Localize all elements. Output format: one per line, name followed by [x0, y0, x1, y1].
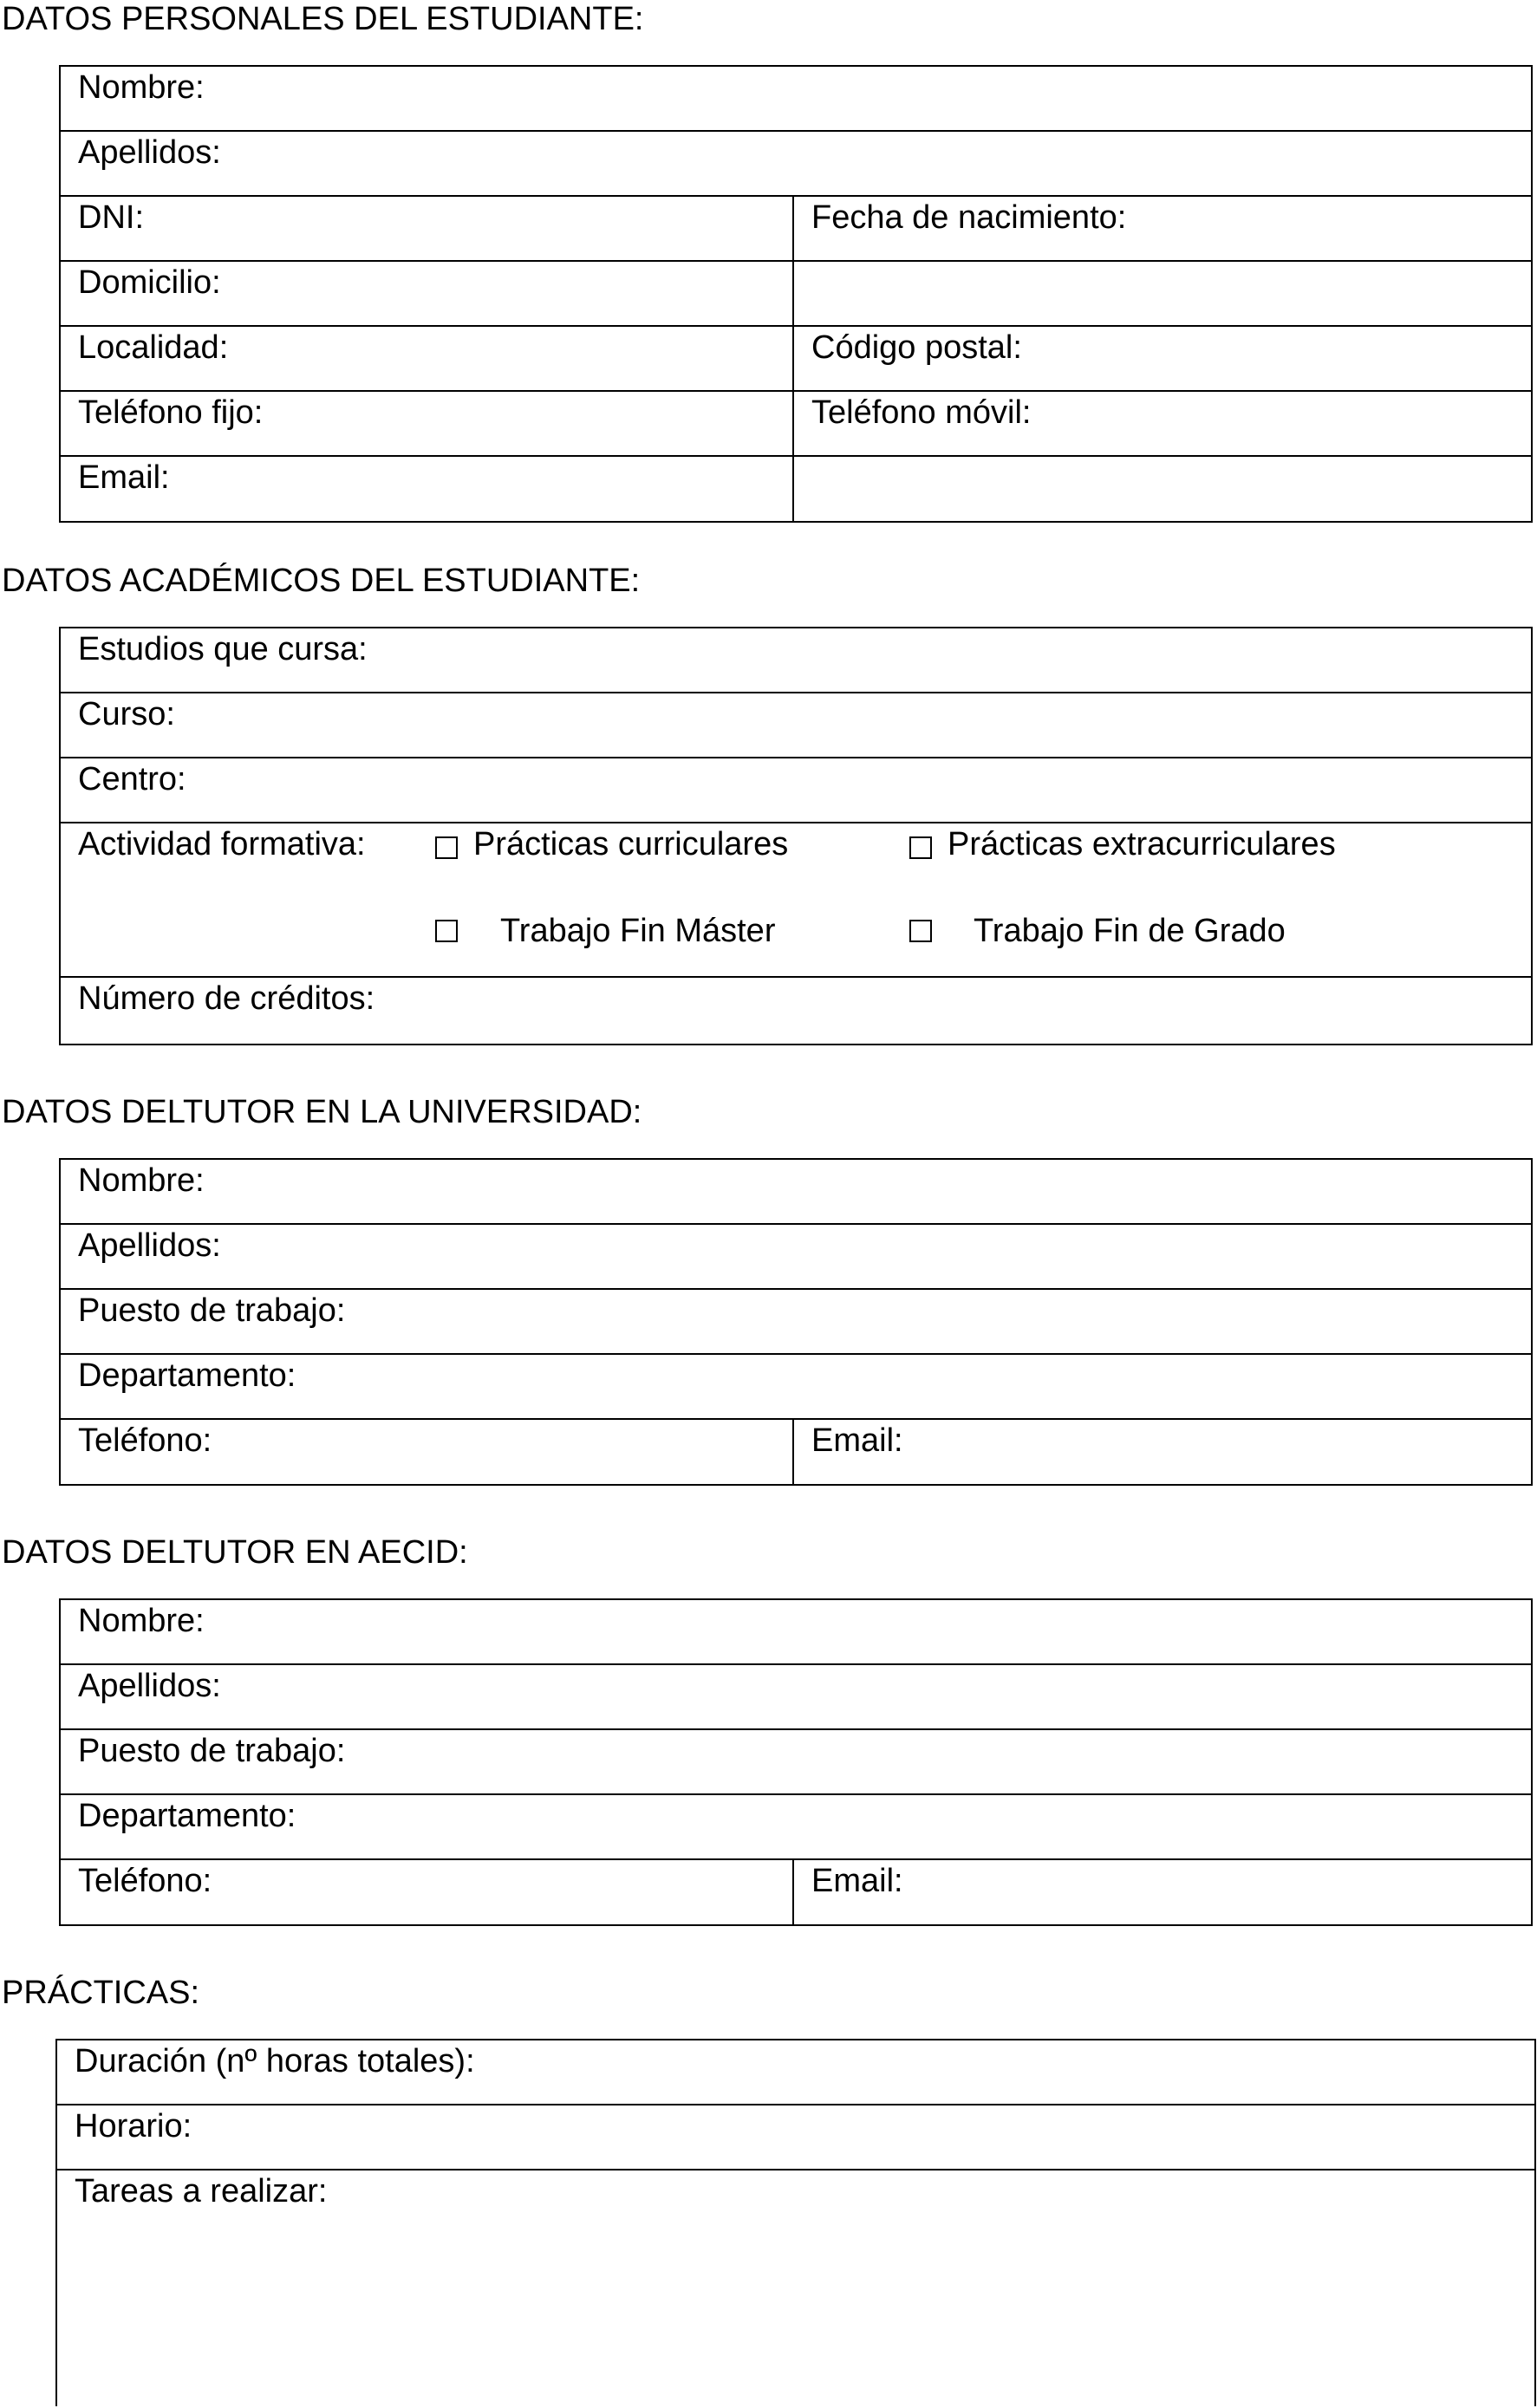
practicas-extracurriculares-label: Prácticas extracurriculares [948, 826, 1336, 862]
tutor-univ-apellidos-row[interactable] [61, 1225, 1531, 1290]
actividad-label: Actividad formativa: [78, 826, 366, 862]
domicilio-field[interactable] [61, 262, 794, 325]
tutor-aecid-departamento-row[interactable] [61, 1795, 1531, 1860]
tutor-univ-telefono-field[interactable] [61, 1420, 794, 1485]
tutor-aecid-heading: DATOS DELTUTOR EN AECID: [2, 1534, 468, 1571]
email-row [61, 457, 1531, 522]
telefono-movil-field[interactable] [794, 392, 1531, 455]
telefono-fijo-label: Teléfono fijo: [78, 394, 264, 431]
dni-fecha-row [61, 197, 1531, 262]
telefono-movil-label: Teléfono móvil: [811, 394, 1032, 431]
domicilio-label: Domicilio: [78, 264, 221, 301]
nombre-label: Nombre: [78, 69, 205, 106]
practicas-form [55, 2039, 1536, 2406]
tutor-univ-form [59, 1158, 1533, 1486]
localidad-field[interactable] [61, 327, 794, 390]
actividad-row [61, 823, 1531, 978]
creditos-row[interactable] [61, 978, 1531, 1043]
tutor-univ-puesto-row[interactable] [61, 1290, 1531, 1355]
email-field[interactable] [61, 457, 794, 522]
tutor-univ-nombre-label: Nombre: [78, 1162, 205, 1199]
localidad-label: Localidad: [78, 329, 229, 366]
tutor-univ-departamento-row[interactable] [61, 1355, 1531, 1420]
practicas-heading: PRÁCTICAS: [2, 1975, 200, 2011]
practicas-curriculares-checkbox[interactable] [435, 836, 458, 859]
codigo-postal-label: Código postal: [811, 329, 1022, 366]
practicas-curriculares-label: Prácticas curriculares [473, 826, 789, 862]
creditos-label: Número de créditos: [78, 980, 375, 1017]
codigo-postal-field[interactable] [794, 327, 1531, 390]
academic-heading: DATOS ACADÉMICOS DEL ESTUDIANTE: [2, 563, 641, 599]
tutor-aecid-puesto-row[interactable] [61, 1730, 1531, 1795]
tutor-univ-puesto-label: Puesto de trabajo: [78, 1292, 346, 1329]
fecha-nacimiento-field[interactable] [794, 197, 1531, 260]
apellidos-row[interactable] [61, 132, 1531, 197]
email-label: Email: [78, 459, 170, 496]
horario-row[interactable] [57, 2105, 1534, 2170]
tutor-aecid-departamento-label: Departamento: [78, 1798, 296, 1834]
estudios-label: Estudios que cursa: [78, 631, 368, 667]
apellidos-label: Apellidos: [78, 134, 221, 171]
centro-row[interactable] [61, 758, 1531, 823]
tutor-aecid-apellidos-label: Apellidos: [78, 1668, 221, 1704]
tutor-aecid-telefono-field[interactable] [61, 1860, 794, 1925]
personal-form [59, 65, 1533, 523]
tutor-aecid-contacto-row [61, 1860, 1531, 1925]
tutor-aecid-email-label: Email: [811, 1863, 903, 1899]
estudios-row[interactable] [61, 628, 1531, 693]
tareas-label: Tareas a realizar: [75, 2173, 328, 2210]
tutor-aecid-email-field[interactable] [794, 1860, 1531, 1925]
trabajo-fin-grado-label: Trabajo Fin de Grado [974, 913, 1286, 949]
trabajo-fin-grado-checkbox[interactable] [909, 920, 932, 942]
tutor-univ-heading: DATOS DELTUTOR EN LA UNIVERSIDAD: [2, 1094, 642, 1130]
tutor-univ-email-field[interactable] [794, 1420, 1531, 1485]
practicas-extracurriculares-checkbox[interactable] [909, 836, 932, 859]
localidad-row [61, 327, 1531, 392]
tutor-aecid-telefono-label: Teléfono: [78, 1863, 212, 1899]
dni-label: DNI: [78, 199, 144, 236]
tareas-row[interactable] [57, 2170, 1534, 2408]
telefono-fijo-field[interactable] [61, 392, 794, 455]
trabajo-fin-master-label: Trabajo Fin Máster [500, 913, 776, 949]
tutor-aecid-nombre-row[interactable] [61, 1600, 1531, 1665]
personal-heading: DATOS PERSONALES DEL ESTUDIANTE: [2, 1, 644, 37]
horario-label: Horario: [75, 2108, 192, 2144]
tutor-univ-telefono-label: Teléfono: [78, 1422, 212, 1459]
tutor-univ-contacto-row [61, 1420, 1531, 1485]
trabajo-fin-master-checkbox[interactable] [435, 920, 458, 942]
duracion-row[interactable] [57, 2040, 1534, 2105]
email-extra-field[interactable] [794, 457, 1531, 522]
tutor-univ-apellidos-label: Apellidos: [78, 1227, 221, 1264]
centro-label: Centro: [78, 761, 186, 797]
tutor-aecid-nombre-label: Nombre: [78, 1603, 205, 1639]
nombre-row[interactable] [61, 67, 1531, 132]
fecha-nacimiento-label: Fecha de nacimiento: [811, 199, 1127, 236]
curso-label: Curso: [78, 696, 175, 732]
duracion-label: Duración (nº horas totales): [75, 2043, 475, 2079]
tutor-univ-nombre-row[interactable] [61, 1160, 1531, 1225]
tutor-univ-email-label: Email: [811, 1422, 903, 1459]
tutor-univ-departamento-label: Departamento: [78, 1357, 296, 1394]
dni-field[interactable] [61, 197, 794, 260]
domicilio-extra-field[interactable] [794, 262, 1531, 325]
curso-row[interactable] [61, 693, 1531, 758]
tutor-aecid-puesto-label: Puesto de trabajo: [78, 1733, 346, 1769]
tutor-aecid-apellidos-row[interactable] [61, 1665, 1531, 1730]
telefono-row [61, 392, 1531, 457]
academic-form [59, 627, 1533, 1045]
domicilio-row [61, 262, 1531, 327]
tutor-aecid-form [59, 1598, 1533, 1926]
